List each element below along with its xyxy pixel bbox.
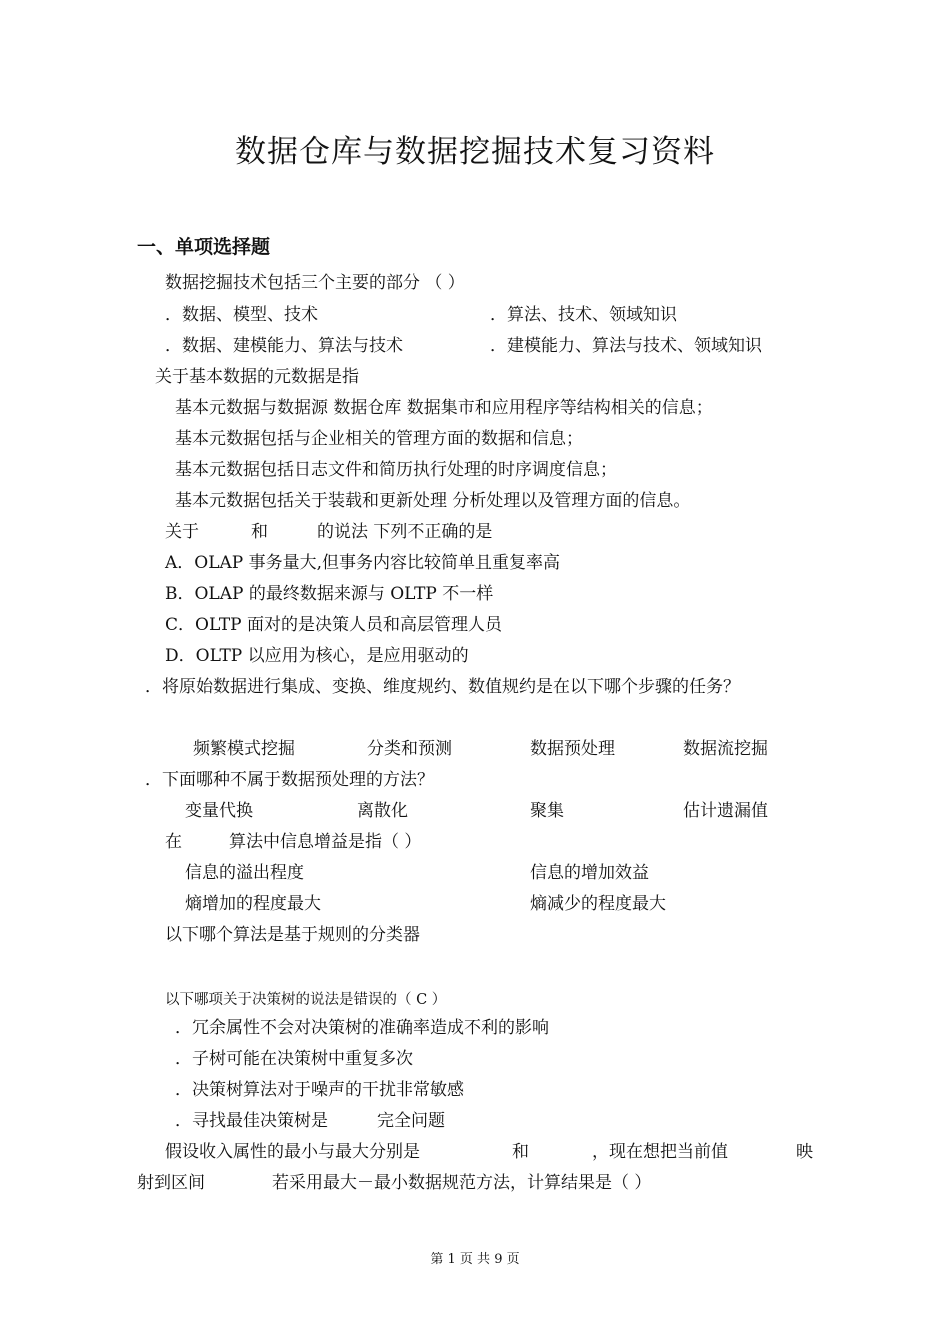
- question-6-option-c: 熵增加的程度最大: [185, 894, 321, 914]
- question-3-option-d: D．OLTP 以应用为核心，是应用驱动的: [165, 646, 469, 666]
- question-4-option-b: 分类和预测: [367, 739, 452, 759]
- question-1-option-a: ．数据、模型、技术: [165, 305, 318, 325]
- question-2-option-c: 基本元数据包括日志文件和简历执行处理的时序调度信息；: [175, 460, 617, 480]
- question-3-stem-part-3: 的说法 下列不正确的是: [317, 522, 493, 542]
- question-6-option-d: 熵减少的程度最大: [530, 894, 666, 914]
- question-8-option-d-part-2: 完全问题: [377, 1111, 445, 1131]
- question-8-option-c: ．决策树算法对于噪声的干扰非常敏感: [175, 1080, 464, 1100]
- question-1-option-d: ．建模能力、算法与技术、领域知识: [490, 336, 762, 356]
- question-5-option-c: 聚集: [530, 801, 564, 821]
- question-7-stem: 以下哪个算法是基于规则的分类器: [165, 925, 420, 945]
- question-9-line-1-part-1: 假设收入属性的最小与最大分别是: [165, 1142, 420, 1162]
- question-2-option-a: 基本元数据与数据源 数据仓库 数据集市和应用程序等结构相关的信息；: [175, 398, 713, 418]
- question-1-stem: 数据挖掘技术包括三个主要的部分 （ ）: [165, 273, 465, 293]
- question-5-option-d: 估计遗漏值: [683, 801, 768, 821]
- question-3-option-a: A．OLAP 事务量大,但事务内容比较简单且重复率高: [165, 553, 561, 573]
- question-8-stem: 以下哪项关于决策树的说法是错误的（ C ）: [165, 992, 447, 1008]
- question-6-option-a: 信息的溢出程度: [185, 863, 304, 883]
- question-3-option-b: B．OLAP 的最终数据来源与 OLTP 不一样: [165, 584, 494, 604]
- question-4-stem: ．将原始数据进行集成、变换、维度规约、数值规约是在以下哪个步骤的任务？: [145, 677, 740, 697]
- question-1-option-b: ．算法、技术、领域知识: [490, 305, 677, 325]
- section-heading: 一、单项选择题: [137, 236, 271, 258]
- question-4-option-a: 频繁模式挖掘: [193, 739, 295, 759]
- question-5-option-a: 变量代换: [185, 801, 253, 821]
- question-4-option-c: 数据预处理: [530, 739, 615, 759]
- question-5-option-b: 离散化: [357, 801, 408, 821]
- question-4-option-d: 数据流挖掘: [683, 739, 768, 759]
- question-8-option-d-part-1: ．寻找最佳决策树是: [175, 1111, 328, 1131]
- question-3-option-c: C．OLTP 面对的是决策人员和高层管理人员: [165, 615, 503, 635]
- question-9-line-1-part-2: 和: [512, 1142, 529, 1162]
- question-9-line-2-part-2: 若采用最大－最小数据规范方法，计算结果是（ ）: [272, 1173, 652, 1193]
- question-9-line-1-part-3: ，现在想把当前值: [592, 1142, 728, 1162]
- question-1-option-c: ．数据、建模能力、算法与技术: [165, 336, 403, 356]
- question-8-option-b: ．子树可能在决策树中重复多次: [175, 1049, 413, 1069]
- question-9-line-2-part-1: 射到区间: [137, 1173, 205, 1193]
- question-9-line-1-part-4: 映: [796, 1142, 813, 1162]
- question-3-stem-part-1: 关于: [165, 522, 199, 542]
- question-3-stem-part-2: 和: [251, 522, 268, 542]
- question-2-option-b: 基本元数据包括与企业相关的管理方面的数据和信息；: [175, 429, 583, 449]
- question-5-stem: ．下面哪种不属于数据预处理的方法？: [145, 770, 434, 790]
- question-6-stem-part-1: 在: [165, 832, 182, 852]
- question-6-option-b: 信息的增加效益: [530, 863, 649, 883]
- question-2-stem: 关于基本数据的元数据是指: [155, 367, 359, 387]
- page-footer: 第 1 页 共 9 页: [430, 1252, 520, 1267]
- question-8-option-a: ．冗余属性不会对决策树的准确率造成不利的影响: [175, 1018, 549, 1038]
- question-2-option-d: 基本元数据包括关于装载和更新处理 分析处理以及管理方面的信息。: [175, 491, 691, 511]
- page-title: 数据仓库与数据挖掘技术复习资料: [235, 134, 715, 170]
- question-6-stem-part-2: 算法中信息增益是指（ ）: [229, 832, 422, 852]
